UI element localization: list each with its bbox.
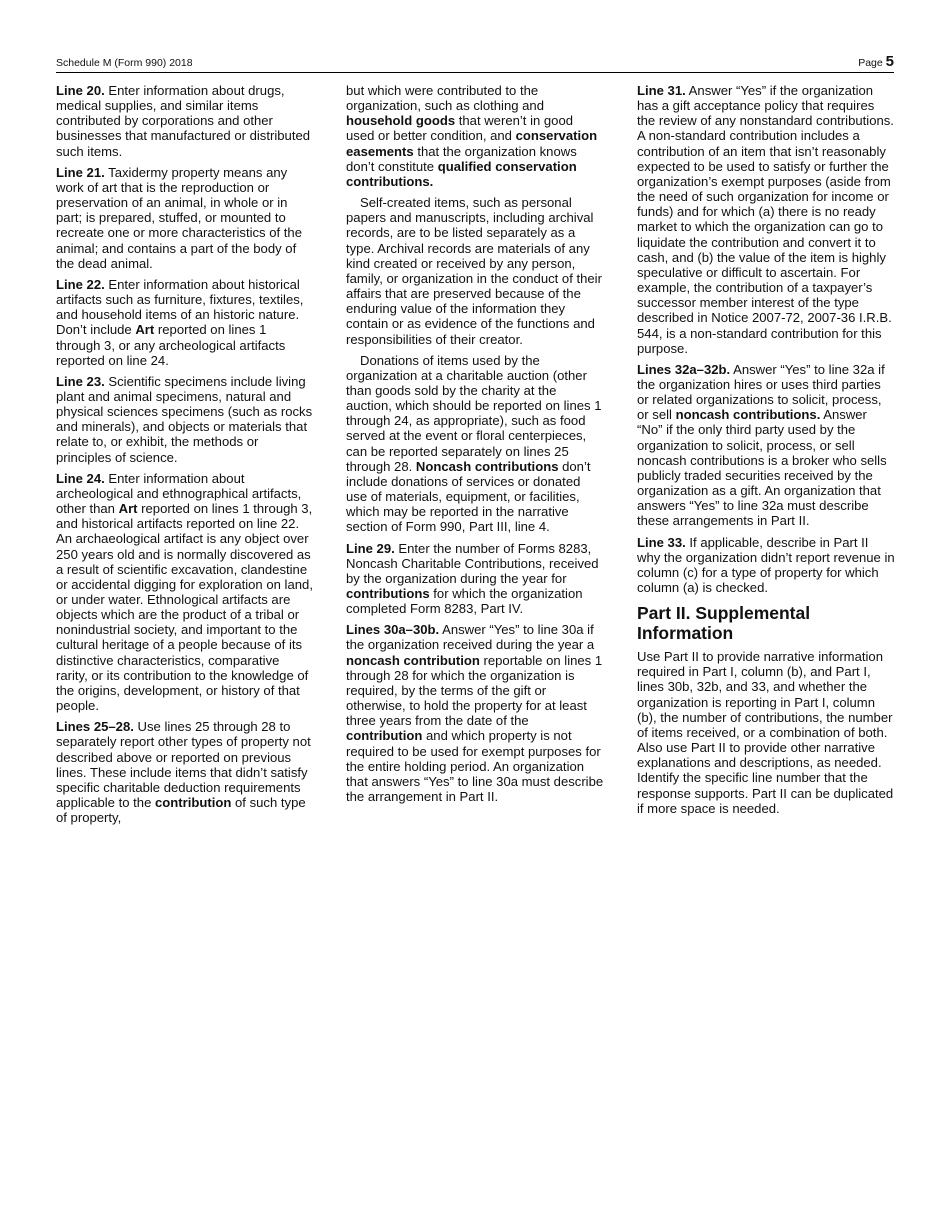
- continued-text: that the organization knows don’t constitute: [346, 143, 577, 174]
- line-24-text: Enter information about archeological and ethnographical artifacts, other than: [56, 470, 302, 517]
- lines-25-28-heading: Lines 25–28.: [56, 719, 134, 735]
- line-22-term: Art: [135, 322, 155, 338]
- continued-text: but which were contributed to the organization, such as clothing and: [346, 83, 544, 114]
- lines-25-28-text: of such type of property,: [56, 795, 306, 826]
- column-1: [56, 83, 314, 831]
- line-29-paragraph: [346, 541, 604, 617]
- part-2-title: Part II. Supplemental Information: [637, 603, 811, 644]
- line-31-text: Answer “Yes” if the organization has a gift acceptance policy that requires the review of any nonstandard contributions. A non-standard contribution includes a contribution of an item that isn’t reasonably expected to be used to satisfy or further the organization’s exempt purposes (aside from the need of such organization for income or funds) and for which (a) there is no ready market to which the organization can go to liquidate the contribution and convert it to cash, and (b) the value of the item is highly speculative or difficult to ascertain. For example, the contribution of a taxpayer’s successor member interest of the type described in Notice 2007-72, 2007-36 I.R.B. 544, is a non-standard contribution for this purpose.: [637, 83, 894, 356]
- line-20-paragraph: [56, 83, 314, 159]
- page-number: 5: [885, 53, 894, 70]
- line-33-paragraph: [637, 535, 895, 596]
- column-2: [346, 83, 604, 810]
- line-22-heading: Line 22.: [56, 276, 105, 292]
- line-21-heading: Line 21.: [56, 164, 105, 180]
- line-29-text: for which the organization completed Form 8283, Part IV.: [346, 586, 583, 617]
- line-33-text: If applicable, describe in Part II why the organization didn’t report revenue in column (c) for a type of property for which column (a) is checked.: [637, 534, 895, 595]
- noncash-contributions-term: Noncash contributions: [415, 458, 559, 474]
- line-22-text: Enter information about historical artifacts such as furniture, fixtures, textiles, and household items of an historic nature. Don’t include: [56, 276, 304, 338]
- lines-25-28-continued: [346, 83, 604, 189]
- lines-30-paragraph: [346, 622, 604, 804]
- donations-text: Donations of items used by the organization at a charitable auction (other than goods sold by the charity at the auction, which should be reported on lines 1 through 24, as appropriate), such as food served at the event or floral centerpieces, can be reported separately on lines 25 through 28.: [346, 352, 602, 474]
- line-31-paragraph: [637, 83, 895, 356]
- column-3: [637, 83, 895, 822]
- line-23-text: Scientific specimens include living plant and animal specimens, natural and physical sciences specimens (such as rocks and minerals), and objects or materials that relate to, or exhibit, the methods or principles of science.: [56, 373, 313, 465]
- part-2-paragraph: Use Part II to provide narrative information required in Part I, column (b), and Part I, lines 30b, 32b, and 33, and whether the organization is reporting in Part I, column (b), the number of contributions, the number of items received, or a combination of both. Also use Part II to provide other narrative explanations and descriptions, as needed. Identify the specific line number that the response supports. Part II can be duplicated if more space is needed.: [637, 649, 894, 816]
- line-21-paragraph: [56, 165, 314, 271]
- donations-paragraph: [346, 353, 604, 535]
- line-24-paragraph: [56, 471, 314, 714]
- form-name: Schedule M (Form 990) 2018: [56, 57, 193, 69]
- line-24-heading: Line 24.: [56, 470, 105, 486]
- line-20-text: Enter information about drugs, medical supplies, and similar items contributed by corporations and other businesses that manufactured or distributed such items.: [56, 83, 311, 159]
- line-20-heading: Line 20.: [56, 83, 105, 98]
- line-29-heading: Line 29.: [346, 540, 395, 556]
- line-24-term: Art: [118, 501, 138, 517]
- line-22-paragraph: [56, 277, 314, 368]
- line-29-text: Enter the number of Forms 8283, Noncash Charitable Contributions, received by the organization during the year for: [346, 540, 599, 586]
- lines-32-paragraph: [637, 362, 895, 529]
- lines-32-heading: Lines 32a–32b.: [637, 361, 731, 377]
- noncash-contributions-term: noncash contributions.: [675, 407, 821, 423]
- noncash-contribution-term: noncash contribution: [346, 652, 480, 668]
- line-22-text: reported on lines 1 through 3, or any archeological artifacts reported on line 24.: [56, 322, 286, 368]
- line-31-heading: Line 31.: [637, 83, 686, 98]
- lines-30-text: reportable on lines 1 through 28 for which the organization is required, by the terms of the gift or otherwise, to hold the property for at least three years from the date of the: [346, 652, 603, 729]
- lines-25-28-term: contribution: [155, 795, 232, 811]
- contribution-term: contribution: [346, 728, 423, 744]
- donations-text: don’t include donations of services or donated use of materials, equipment, or facilities, which may be reported in the narrative section of Form 990, Part III, line 4.: [346, 458, 591, 535]
- conservation-easements-term: conservation easements: [346, 128, 598, 159]
- line-33-heading: Line 33.: [637, 534, 686, 550]
- line-24-text: reported on lines 1 through 3, and historical artifacts reported on line 22. An archaeological artifact is any object over 250 years old and is normally discovered as a result of scientific excavation, clandestine or accidental digging for exploration on land, or under water. Ethnological artifacts are objects which are the product of a tribal or nonindustrial society, and important to the cultural heritage of a people because of its distinctive characteristics, comparative rarity, or its contribution to the knowledge of the origins, development, or history of that people.: [56, 501, 313, 714]
- line-23-paragraph: [56, 374, 314, 465]
- lines-30-text: and which property is not required to be used for exempt purposes for the entire holding period. An organization that answers “Yes” to line 30a must describe the arrangement in Part II.: [346, 728, 604, 805]
- line-23-heading: Line 23.: [56, 373, 105, 389]
- lines-25-28-text: Use lines 25 through 28 to separately report other types of property not described above or reported on previous lines. These include items that didn’t satisfy specific charitable deduction requirements applicable to the: [56, 719, 311, 811]
- lines-30-heading: Lines 30a–30b.: [346, 622, 440, 638]
- self-created-paragraph: Self-created items, such as personal papers and manuscripts, including archival records, are to be listed separately as a type. Archival records are materials of any kind created or received by any person, family, or organization in the conduct of their affairs that are preserved because of the enduring value of the information they contain or as evidence of the functions and responsibilities of their creator.: [346, 195, 602, 347]
- page-label: Page: [858, 57, 883, 69]
- page-header: [56, 52, 894, 73]
- lines-30-text: Answer “Yes” to line 30a if the organization received during the year a: [346, 622, 595, 653]
- lines-25-28-paragraph: [56, 719, 314, 825]
- lines-32-text: Answer “No” if the only third party used by the organization to solicit, process, or sell noncash contributions is a broker who sells publicly traded securities received by the organization as a gift. An organization that answers “Yes” to line 32a must describe these arrangements in Part II.: [637, 407, 887, 529]
- line-21-text: Taxidermy property means any work of art that is the reproduction or preservation of an animal, in whole or in part; is prepared, stuffed, or mounted to recreate one or more characteristics of the animal; and contains a part of the body of the dead animal.: [56, 164, 302, 271]
- household-goods-term: household goods: [346, 113, 456, 129]
- qualified-conservation-term: qualified conservation contributions.: [346, 158, 577, 189]
- continued-text: that weren’t in good used or better condition, and: [346, 113, 574, 144]
- lines-32-text: Answer “Yes” to line 32a if the organization hires or uses third parties or related organizations to solicit, process, or sell: [637, 361, 885, 423]
- contributions-term: contributions: [346, 586, 430, 601]
- page-indicator: [858, 53, 894, 70]
